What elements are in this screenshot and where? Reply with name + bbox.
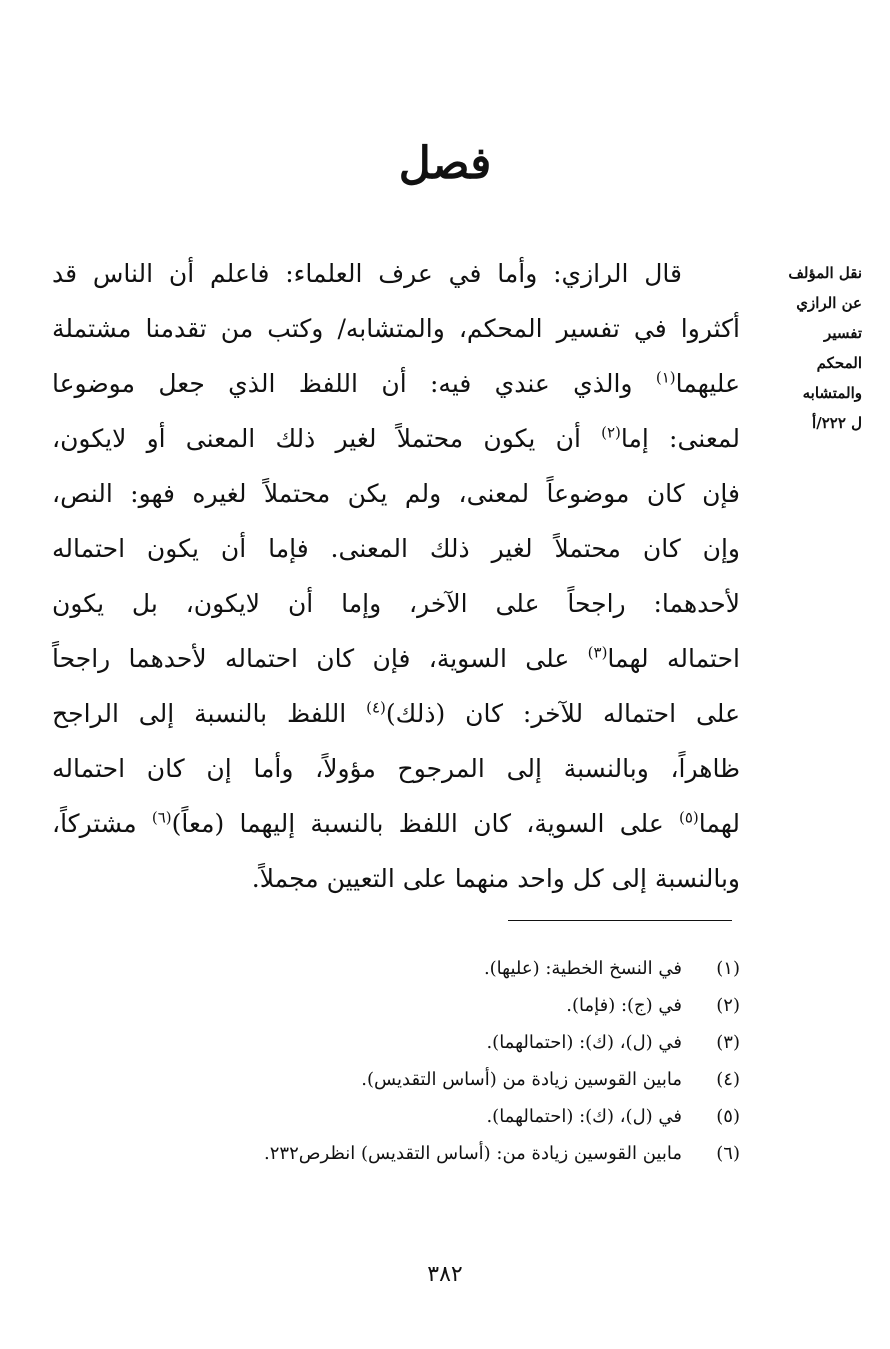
text-line: [52, 741, 740, 796]
footnote-ref: (١): [655, 368, 676, 387]
text-segment: أن يكون محتملاً لغير ذلك المعنى أو لايكون،: [52, 424, 602, 453]
margin-note-line: نقل المؤلف: [788, 264, 862, 282]
footnote-number: (١): [716, 958, 740, 979]
text-segment: والذي عندي فيه: أن اللفظ الذي جعل موضوعا: [52, 369, 656, 398]
text-segment: قال الرازي: وأما في عرف العلماء: فاعلم أن الناس قد: [52, 259, 682, 288]
text-segment: لأحدهما: راجحاً على الآخر، وإما أن لايكون، بل يكون: [52, 589, 740, 618]
footnote-ref: (٢): [601, 423, 621, 442]
footnote-text: مابين القوسين زيادة من (أساس التقديس).: [361, 1069, 682, 1090]
footnote-text: في (ل)، (ك): (احتمالهما).: [486, 1106, 682, 1127]
footnote-number: (٦): [716, 1143, 740, 1164]
text-line: [52, 521, 740, 576]
text-segment: مشتركاً،: [52, 809, 152, 838]
footnote-number: (٥): [716, 1106, 740, 1127]
text-segment: على احتماله للآخر: كان (ذلك): [385, 699, 740, 728]
text-segment: أكثروا في تفسير المحكم، والمتشابه/ وكتب من تقدمنا مشتملة: [52, 314, 740, 343]
footnote-ref: (٤): [366, 698, 386, 717]
footnote-text: في (ل)، (ك): (احتمالهما).: [486, 1032, 682, 1053]
text-segment: فإن كان موضوعاً لمعنى، ولم يكن محتملاً لغيره فهو: النص،: [52, 479, 740, 508]
text-line: [52, 686, 740, 741]
text-segment: على السوية، فإن كان احتماله لأحدهما راجحاً: [52, 644, 588, 673]
text-line: [52, 411, 740, 466]
text-line: [52, 246, 740, 301]
text-segment: وبالنسبة إلى كل واحد منهما على التعيين مجملاً.: [251, 864, 740, 893]
margin-note-line: المحكم: [816, 354, 862, 372]
footnote-text: مابين القوسين زيادة من: (أساس التقديس) انظرص٢٣٢.: [264, 1143, 682, 1164]
text-segment: ظاهراً، وبالنسبة إلى المرجوح مؤولاً، وأما إن كان احتماله: [52, 754, 740, 783]
text-line: [52, 466, 740, 521]
footnote-ref: (٦): [151, 808, 172, 827]
footnote-number: (٤): [716, 1069, 740, 1090]
text-line: [52, 851, 740, 906]
margin-note: [750, 258, 862, 438]
text-line: [52, 356, 740, 411]
footnote-ref: (٣): [587, 643, 608, 662]
text-line: [52, 301, 740, 356]
footnote-text: في (ج): (فإما).: [566, 995, 682, 1016]
footnote-item: [100, 1098, 740, 1135]
text-segment: لهما: [698, 809, 740, 838]
text-line: [52, 576, 740, 631]
footnote-number: (٢): [716, 995, 740, 1016]
text-line: [52, 631, 740, 686]
text-segment: لمعنى: إما: [620, 424, 740, 453]
text-segment: احتماله لهما: [607, 644, 740, 673]
footnote-item: [100, 950, 740, 987]
footnote-item: [100, 1024, 740, 1061]
footnote-separator: [508, 920, 732, 921]
margin-note-line: عن الرازي: [796, 294, 862, 312]
margin-note-line: ل ٢٢٢/أ: [812, 414, 862, 432]
section-title: فصل: [398, 138, 492, 189]
text-line: [52, 796, 740, 851]
footnote-ref: (٥): [679, 808, 699, 827]
margin-note-line: تفسير: [824, 324, 862, 342]
page-number: ٣٨٢: [427, 1262, 463, 1287]
text-segment: اللفظ بالنسبة إلى الراجح: [52, 699, 367, 728]
text-segment: عليهما: [675, 369, 740, 398]
footnotes: [100, 950, 740, 1172]
footnote-text: في النسخ الخطية: (عليها).: [483, 958, 682, 979]
footnote-item: [100, 987, 740, 1024]
footnote-number: (٣): [716, 1032, 740, 1053]
main-text: [52, 246, 740, 906]
text-segment: على السوية، كان اللفظ بالنسبة إليهما (معاً): [171, 809, 679, 838]
text-segment: وإن كان محتملاً لغير ذلك المعنى. فإما أن يكون احتماله: [52, 534, 740, 563]
footnote-item: [100, 1061, 740, 1098]
footnote-item: [100, 1135, 740, 1172]
margin-note-line: والمتشابه: [802, 384, 862, 402]
